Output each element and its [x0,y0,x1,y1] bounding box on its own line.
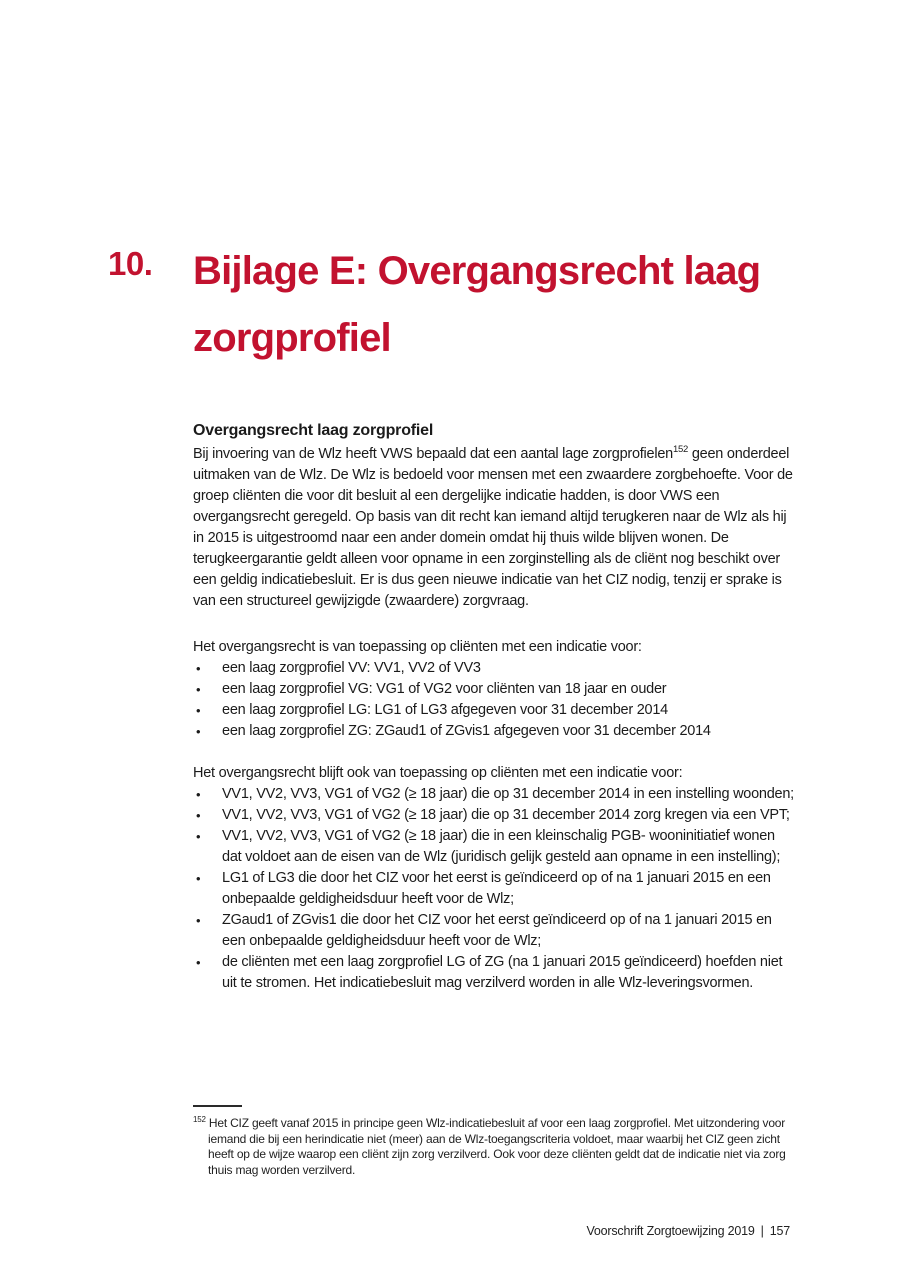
list-item-text: de cliënten met een laag zorgprofiel LG of ZG (na 1 januari 2015 geïndiceerd) hoefden niet uit te stromen. Het indicatiebesluit mag verzilverd worden in alle Wlz-leveringsvormen. [222,954,783,991]
list1 [193,658,795,742]
chapter-heading [108,238,798,372]
footer-separator: | [760,1224,764,1238]
list-item-text: ZGaud1 of ZGvis1 die door het CIZ voor het eerst geïndiceerd op of na 1 januari 2015 en een onbepaalde geldigheidsduur heeft voor de Wlz; [222,912,772,949]
bullet-icon: • [196,913,201,928]
bullet-icon: • [196,787,201,802]
list-item [193,868,795,910]
list2 [193,784,795,994]
list-item [193,826,795,868]
chapter-title: Bijlage E: Overgangsrecht laag zorgprofiel [193,249,761,360]
bullet-icon: • [196,871,201,886]
list-item-text: VV1, VV2, VV3, VG1 of VG2 (≥ 18 jaar) die op 31 december 2014 in een instelling woonden; [222,786,794,802]
list2-intro: Het overgangsrecht blijft ook van toepassing op cliënten met een indicatie voor: [193,765,683,781]
bullet-icon: • [196,724,201,739]
list-item [193,952,795,994]
bullet-icon: • [196,808,201,823]
paragraph-text-before-ref: Bij invoering van de Wlz heeft VWS bepaald dat een aantal lage zorgprofielen [193,446,673,462]
list-item [193,700,795,721]
list-item-text: LG1 of LG3 die door het CIZ voor het eerst is geïndiceerd op of na 1 januari 2015 en een onbepaalde geldigheidsduur heeft voor de Wlz; [222,870,771,907]
list-item [193,910,795,952]
list-item [193,805,795,826]
paragraph-text-after-ref: geen onderdeel uitmaken van de Wlz. De Wlz is bedoeld voor mensen met een zwaardere zorgbehoefte. Voor de groep cliënten die voor dit besluit al een dergelijke indicatie hadden, is door VWS een overgangsrecht geregeld. Op basis van dit recht kan iemand altijd terugkeren naar de Wlz als hij in 2015 is uitgestroomd naar een ander domein omdat hij thuis wilde blijven wonen. De terugkeergarantie geldt alleen voor opname in een zorginstelling als de cliënt nog beschikt over een geldig indicatiebesluit. Er is dus geen nieuwe indicatie van het CIZ nodig, tenzij er sprake is van een structureel gewijzigde (zwaardere) zorgvraag. [193,446,793,609]
bullet-icon: • [196,955,201,970]
footnote-ref: 152 [672,444,689,456]
list-item-text: VV1, VV2, VV3, VG1 of VG2 (≥ 18 jaar) die in een kleinschalig PGB- wooninitiatief wonen dat voldoet aan de eisen van de Wlz (juridisch gelijk gesteld aan opname in een instelling); [222,828,781,865]
list-item [193,721,795,742]
bullet-icon: • [196,661,201,676]
footnote-separator [193,1105,242,1107]
page-footer [586,1224,790,1238]
list-item-text: een laag zorgprofiel LG: LG1 of LG3 afgegeven voor 31 december 2014 [222,702,668,718]
list-item-text: een laag zorgprofiel VV: VV1, VV2 of VV3 [222,660,481,676]
chapter-number: 10. [108,245,153,282]
list-item-text: VV1, VV2, VV3, VG1 of VG2 (≥ 18 jaar) die op 31 december 2014 zorg kregen via een VPT; [222,807,790,823]
list1-intro: Het overgangsrecht is van toepassing op cliënten met een indicatie voor: [193,639,642,655]
section-subheading: Overgangsrecht laag zorgprofiel [193,422,434,439]
footnote-text: Het CIZ geeft vanaf 2015 in principe geen Wlz-indicatiebesluit af voor een laag zorgprofiel. Met uitzondering voor iemand die bij een herindicatie niet (meer) aan de Wlz-toegangscriteria voldoet, maar waarbij het CIZ geen zicht heeft op de wijze waarop een cliënt zijn zorg verzilverd. Ook voor deze cliënten geldt dat de indicatie niet via zorg thuis mag worden verzilverd. [205,1116,786,1177]
bullet-icon: • [196,703,201,718]
bullet-icon: • [196,829,201,844]
footer-page-number: 157 [769,1224,790,1238]
footer-document-title: Voorschrift Zorgtoewijzing 2019 [586,1224,755,1238]
list-item [193,658,795,679]
list-item [193,784,795,805]
footnote [193,1116,808,1178]
list-item-text: een laag zorgprofiel VG: VG1 of VG2 voor cliënten van 18 jaar en ouder [222,681,667,697]
intro-paragraph [193,444,795,612]
list-item [193,679,795,700]
footnote-marker: 152 [193,1115,206,1124]
list-item-text: een laag zorgprofiel ZG: ZGaud1 of ZGvis1 afgegeven voor 31 december 2014 [222,723,711,739]
bullet-icon: • [196,682,201,697]
